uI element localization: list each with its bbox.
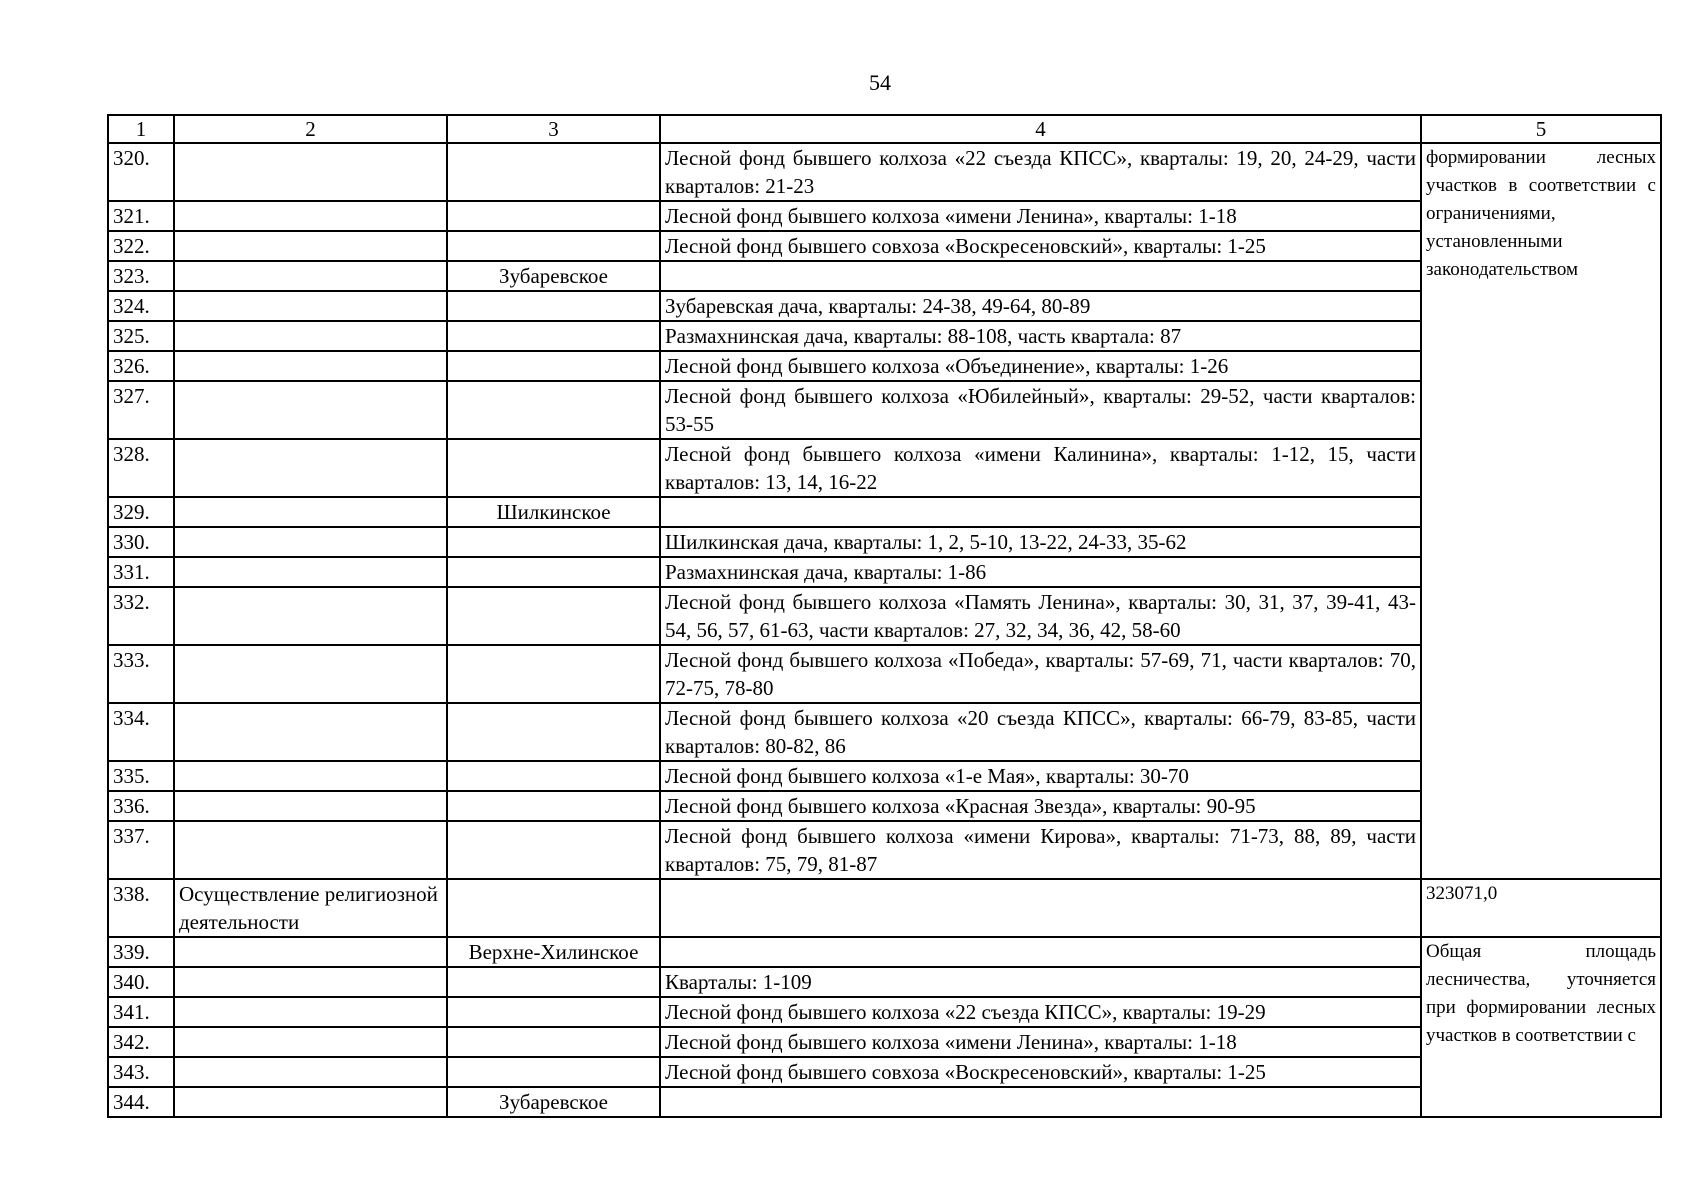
purpose-cell [174,1027,447,1057]
row-number: 341. [108,997,174,1027]
row-number: 338. [108,879,174,937]
district-cell [447,703,660,761]
table-header-row [108,115,1661,143]
row-number: 332. [108,587,174,645]
purpose-cell [174,439,447,497]
row-number: 343. [108,1057,174,1087]
purpose-cell [174,967,447,997]
purpose-cell [174,557,447,587]
row-number: 344. [108,1087,174,1117]
district-cell [447,761,660,791]
district-cell: Зубаревское [447,1087,660,1117]
row-number: 340. [108,967,174,997]
purpose-cell [174,761,447,791]
column-header: 2 [174,115,447,143]
purpose-cell [174,527,447,557]
district-cell [447,439,660,497]
note-cell: Общая площадь лесничества, уточняется при формировании лесных участков в соответствии с [1421,937,1661,1117]
purpose-cell [174,351,447,381]
purpose-cell [174,1057,447,1087]
quarters-cell: Лесной фонд бывшего колхоза «имени Ленина», кварталы: 1-18 [660,201,1421,231]
purpose-cell [174,261,447,291]
purpose-cell [174,231,447,261]
table-row [108,143,1661,201]
row-number: 342. [108,1027,174,1057]
page-number: 54 [869,70,891,95]
purpose-cell [174,997,447,1027]
row-number: 327. [108,381,174,439]
purpose-cell [174,937,447,967]
purpose-cell [174,291,447,321]
forest-district-table [107,114,1662,1118]
row-number: 334. [108,703,174,761]
quarters-cell: Лесной фонд бывшего колхоза «20 съезда КПСС», кварталы: 66-79, 83-85, части кварталов: 80-82, 86 [660,703,1421,761]
quarters-cell: Кварталы: 1-109 [660,967,1421,997]
district-cell [447,879,660,937]
quarters-cell: Лесной фонд бывшего колхоза «Красная Звезда», кварталы: 90-95 [660,791,1421,821]
district-cell: Верхне-Хилинское [447,937,660,967]
row-number: 339. [108,937,174,967]
district-cell [447,821,660,879]
row-number: 337. [108,821,174,879]
purpose-cell [174,497,447,527]
column-header: 1 [108,115,174,143]
district-cell [447,201,660,231]
purpose-cell [174,143,447,201]
quarters-cell: Лесной фонд бывшего колхоза «Победа», кварталы: 57-69, 71, части кварталов: 70, 72-75, 78-80 [660,645,1421,703]
purpose-cell [174,703,447,761]
purpose-cell [174,645,447,703]
column-header: 4 [660,115,1421,143]
district-cell [447,967,660,997]
district-cell: Зубаревское [447,261,660,291]
note-cell: формировании лесных участков в соответствии с ограничениями, установленными законодательством [1421,143,1661,879]
district-cell [447,527,660,557]
purpose-cell: Осуществление религиозной деятельности [174,879,447,937]
district-cell [447,645,660,703]
quarters-cell: Лесной фонд бывшего колхоза «Память Ленина», кварталы: 30, 31, 37, 39-41, 43-54, 56, 57, 61-63, части кварталов: 27, 32, 34, 36, 42, 58-60 [660,587,1421,645]
quarters-cell: Лесной фонд бывшего колхоза «Объединение», кварталы: 1-26 [660,351,1421,381]
quarters-cell [660,1087,1421,1117]
district-cell [447,997,660,1027]
row-number: 329. [108,497,174,527]
row-number: 331. [108,557,174,587]
quarters-cell: Лесной фонд бывшего колхоза «1-е Мая», кварталы: 30-70 [660,761,1421,791]
row-number: 326. [108,351,174,381]
table-row [108,879,1661,937]
row-number: 325. [108,321,174,351]
row-number: 323. [108,261,174,291]
purpose-cell [174,587,447,645]
quarters-cell: Лесной фонд бывшего колхоза «имени Ленина», кварталы: 1-18 [660,1027,1421,1057]
table-row [108,937,1661,967]
quarters-cell: Размахнинская дача, кварталы: 1-86 [660,557,1421,587]
row-number: 321. [108,201,174,231]
purpose-cell [174,1087,447,1117]
purpose-cell [174,321,447,351]
quarters-cell [660,497,1421,527]
quarters-cell [660,261,1421,291]
column-header: 5 [1421,115,1661,143]
row-number: 330. [108,527,174,557]
district-cell [447,1027,660,1057]
quarters-cell: Лесной фонд бывшего совхоза «Воскресеновский», кварталы: 1-25 [660,231,1421,261]
district-cell [447,791,660,821]
district-cell [447,351,660,381]
quarters-cell: Размахнинская дача, кварталы: 88-108, часть квартала: 87 [660,321,1421,351]
row-number: 324. [108,291,174,321]
district-cell [447,291,660,321]
quarters-cell: Лесной фонд бывшего колхоза «имени Кирова», кварталы: 71-73, 88, 89, части кварталов: 75, 79, 81-87 [660,821,1421,879]
area-cell: 323071,0 [1421,879,1661,937]
row-number: 328. [108,439,174,497]
row-number: 336. [108,791,174,821]
district-cell [447,1057,660,1087]
district-cell: Шилкинское [447,497,660,527]
row-number: 320. [108,143,174,201]
purpose-cell [174,201,447,231]
quarters-cell: Лесной фонд бывшего колхоза «имени Калинина», кварталы: 1-12, 15, части кварталов: 13, 14, 16-22 [660,439,1421,497]
district-cell [447,557,660,587]
quarters-cell: Лесной фонд бывшего совхоза «Воскресеновский», кварталы: 1-25 [660,1057,1421,1087]
purpose-cell [174,791,447,821]
column-header: 3 [447,115,660,143]
quarters-cell: Шилкинская дача, кварталы: 1, 2, 5-10, 13-22, 24-33, 35-62 [660,527,1421,557]
row-number: 333. [108,645,174,703]
row-number: 322. [108,231,174,261]
quarters-cell: Лесной фонд бывшего колхоза «Юбилейный», кварталы: 29-52, части кварталов: 53-55 [660,381,1421,439]
row-number: 335. [108,761,174,791]
quarters-cell [660,879,1421,937]
district-cell [447,381,660,439]
purpose-cell [174,381,447,439]
district-cell [447,143,660,201]
quarters-cell: Лесной фонд бывшего колхоза «22 съезда КПСС», кварталы: 19-29 [660,997,1421,1027]
district-cell [447,231,660,261]
purpose-cell [174,821,447,879]
quarters-cell [660,937,1421,967]
quarters-cell: Зубаревская дача, кварталы: 24-38, 49-64, 80-89 [660,291,1421,321]
district-cell [447,321,660,351]
quarters-cell: Лесной фонд бывшего колхоза «22 съезда КПСС», кварталы: 19, 20, 24-29, части кварталов: 21-23 [660,143,1421,201]
district-cell [447,587,660,645]
